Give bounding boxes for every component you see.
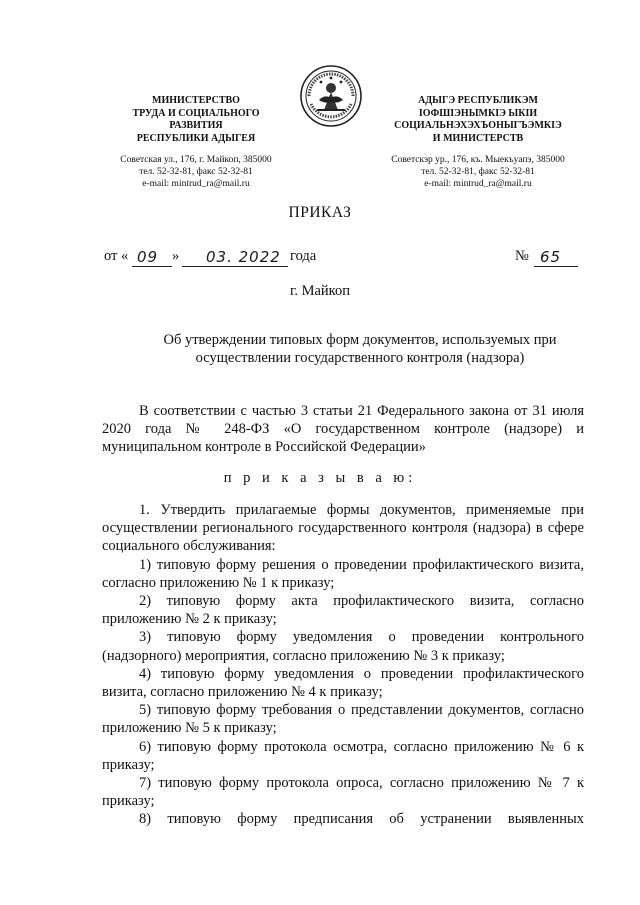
phone: тел. 52-32-81, факс 52-32-81 xyxy=(421,167,535,177)
address: Советскэр ур., 176, къ. Мыекъуапэ, 385000 xyxy=(391,155,565,165)
ministry-name-line: ТРУДА И СОЦИАЛЬНОГО xyxy=(132,107,260,119)
order-item: 4) типовую форму уведомления о проведении профилактического визита, согласно приложению № 4 к приказу; xyxy=(102,665,584,701)
ministry-name-ady xyxy=(388,95,568,145)
header-right xyxy=(388,95,568,190)
preamble-block xyxy=(102,402,584,457)
date-suffix: года xyxy=(290,248,317,264)
ministry-name-line: IОФШIЭНЫМКIЭ ЫКIИ xyxy=(418,107,538,119)
number-label: № xyxy=(515,248,529,264)
phone: тел. 52-32-81, факс 52-32-81 xyxy=(139,167,253,177)
order-item: 5) типовую форму требования о представлении документов, согласно приложению № 5 к приказу; xyxy=(102,702,584,737)
ministry-name-line: РАЗВИТИЯ xyxy=(169,120,223,131)
order-item: 1) типовую форму решения о проведении профилактического визита, согласно приложению № 1 к приказу; xyxy=(102,556,584,591)
order-items xyxy=(102,501,584,829)
order-item: 8) типовую форму предписания об устранении выявленных xyxy=(139,811,584,828)
preamble: В соответствии с частью 3 статьи 21 Федерального закона от 31 июля 2020 года № 248-ФЗ «О государственном контроле (надзоре) и муниципальном контроле в Российской Федерации» xyxy=(102,403,584,456)
coat-of-arms-icon xyxy=(299,64,363,128)
order-word: п р и к а з ы в а ю: xyxy=(223,470,417,486)
order-item: 3) типовую форму уведомления о проведении контрольного (надзорного) мероприятия, согласно приложению № 3 к приказу; xyxy=(102,629,584,664)
order-item: 7) типовую форму протокола опроса, согласно приложению № 7 к приказу; xyxy=(102,775,584,810)
ministry-name-line: И МИНИСТЕРСТВ xyxy=(432,132,524,144)
date-prefix: от « xyxy=(104,248,129,264)
email: e-mail: mintrud_ra@mail.ru xyxy=(142,179,250,189)
ministry-contacts-ru xyxy=(104,154,288,190)
date-day: 09 xyxy=(137,248,159,266)
city: г. Майкоп xyxy=(290,283,350,299)
header-left xyxy=(104,95,288,190)
date-number-row xyxy=(104,243,578,267)
date-month-year: 03. 2022 xyxy=(206,248,281,266)
order-subject: Об утверждении типовых форм документов, используемых при осуществлении государственного контроля (надзора) xyxy=(163,332,557,366)
ministry-name-line: РЕСПУБЛИКИ АДЫГЕЯ xyxy=(136,132,256,144)
address: Советская ул., 176, г. Майкоп, 385000 xyxy=(120,155,272,165)
ministry-name-line: АДЫГЭ РЕСПУБЛИКЭМ xyxy=(418,95,538,106)
order-item: 6) типовую форму протокола осмотра, согласно приложению № 6 к приказу; xyxy=(102,738,584,773)
order-number: 65 xyxy=(540,248,562,266)
ministry-name-ru xyxy=(104,95,288,145)
order-item: 2) типовую форму акта профилактического визита, согласно приложению № 2 к приказу; xyxy=(102,593,584,628)
document-title: ПРИКАЗ xyxy=(288,204,352,221)
order-item: 1. Утвердить прилагаемые формы документов, применяемые при осуществлении регионального государственного контроля (надзора) в сфере социального обслуживания: xyxy=(102,502,584,555)
email: e-mail: mintrud_ra@mail.ru xyxy=(424,179,532,189)
ministry-contacts-ady xyxy=(388,154,568,190)
ministry-name-line: СОЦИАЛЬНЭХЭХЪОНЫГЪЭМКIЭ xyxy=(394,120,562,131)
date-mid: » xyxy=(172,248,180,264)
ministry-name-line: МИНИСТЕРСТВО xyxy=(152,95,240,106)
